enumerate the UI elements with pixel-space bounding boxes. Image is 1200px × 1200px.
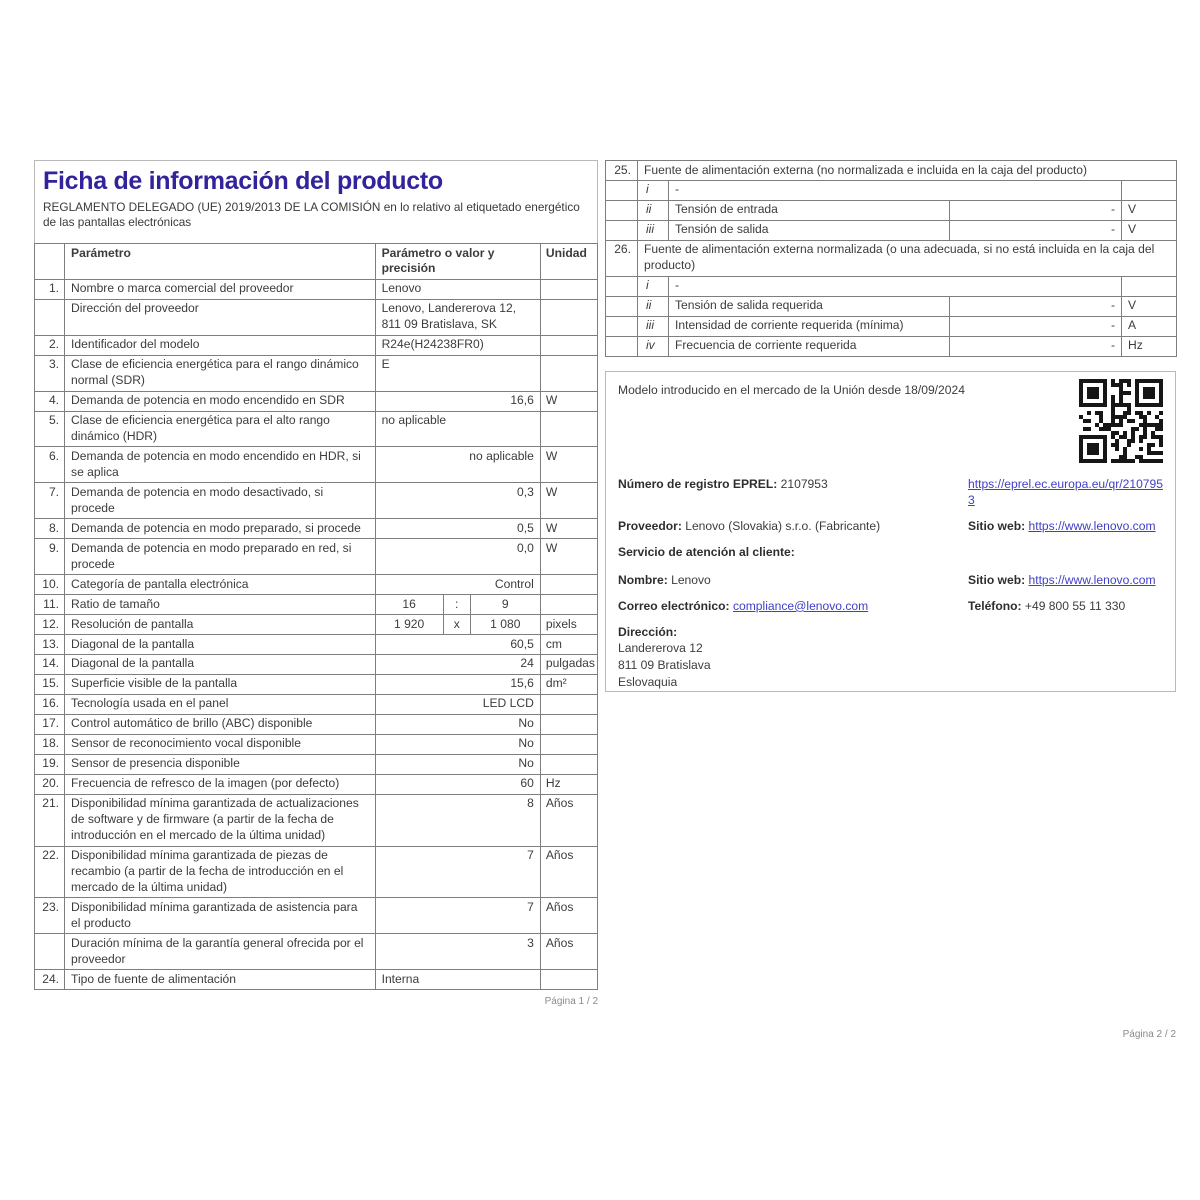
param-cell: Demanda de potencia en modo preparado en red, si procede — [65, 539, 376, 575]
header-param: Parámetro — [65, 244, 376, 280]
row-number: 15. — [35, 674, 65, 694]
unit-cell: Años — [540, 934, 597, 970]
row-number: 20. — [35, 774, 65, 794]
address-line: Landererova 12 — [618, 641, 703, 656]
table-row — [606, 220, 1177, 240]
param-cell: Diagonal de la pantalla — [65, 654, 376, 674]
proveedor-label: Proveedor: — [618, 519, 682, 534]
left-page — [34, 160, 598, 1007]
page-title: Ficha de información del producto — [43, 167, 443, 195]
value-cell: - — [950, 316, 1122, 336]
correo-row — [618, 598, 1163, 614]
table-row — [35, 970, 598, 990]
row-number — [606, 276, 638, 296]
unit-cell — [1122, 180, 1177, 200]
unit-cell: V — [1122, 296, 1177, 316]
table-row — [606, 296, 1177, 316]
product-info-table — [34, 243, 598, 990]
desc-cell: - — [669, 180, 1122, 200]
nombre-label: Nombre: — [618, 572, 668, 587]
row-number: 18. — [35, 734, 65, 754]
unit-cell — [540, 694, 597, 714]
value-cell: Control — [375, 575, 540, 595]
table-row — [606, 316, 1177, 336]
table-row — [35, 654, 598, 674]
value-cell: no aplicable — [375, 447, 540, 483]
sub-number-cell: iv — [638, 336, 669, 356]
correo-link[interactable]: compliance@lenovo.com — [732, 598, 869, 613]
table-row — [606, 180, 1177, 200]
unit-cell — [540, 595, 597, 615]
row-number: 12. — [35, 615, 65, 635]
section-header-row — [606, 240, 1177, 276]
param-cell: Demanda de potencia en modo encendido en HDR, si se aplica — [65, 447, 376, 483]
market-intro-text: Modelo introducido en el mercado de la Unión desde 18/09/2024 — [618, 382, 965, 397]
telefono-value: +49 800 55 11 330 — [1024, 598, 1126, 613]
param-cell: Tipo de fuente de alimentación — [65, 970, 376, 990]
unit-cell — [540, 299, 597, 335]
nombre-row — [618, 572, 1163, 588]
value-cell: - — [950, 200, 1122, 220]
header-value: Parámetro o valor y precisión — [375, 244, 540, 280]
unit-cell: A — [1122, 316, 1177, 336]
table-row — [35, 279, 598, 299]
param-cell: Disponibilidad mínima garantizada de piezas de recambio (a partir de la fecha de introducción en el mercado de la última unidad) — [65, 846, 376, 898]
row-number: 23. — [35, 898, 65, 934]
sub-number-cell: ii — [638, 200, 669, 220]
value-cell: - — [950, 336, 1122, 356]
param-cell: Superficie visible de la pantalla — [65, 674, 376, 694]
section-header-cell: Fuente de alimentación externa (no normalizada e incluida en la caja del producto) — [638, 161, 1177, 181]
unit-cell: pulgadas — [540, 654, 597, 674]
table-row — [35, 575, 598, 595]
value-cell: 7 — [375, 846, 540, 898]
desc-cell: Intensidad de corriente requerida (mínima) — [669, 316, 950, 336]
row-number: 19. — [35, 754, 65, 774]
header-num — [35, 244, 65, 280]
servicio-row — [618, 544, 1163, 560]
row-number: 21. — [35, 794, 65, 846]
value-cell: LED LCD — [375, 694, 540, 714]
row-number: 2. — [35, 335, 65, 355]
unit-cell: Años — [540, 898, 597, 934]
section-header-cell: Fuente de alimentación externa normalizada (o una adecuada, si no está incluida en la caja del producto) — [638, 240, 1177, 276]
header-unit: Unidad — [540, 244, 597, 280]
table-row — [35, 694, 598, 714]
desc-cell: - — [669, 276, 1122, 296]
unit-cell: dm² — [540, 674, 597, 694]
table-row — [606, 336, 1177, 356]
eprel-row — [618, 476, 1163, 508]
desc-cell: Tensión de salida requerida — [669, 296, 950, 316]
value-cell: no aplicable — [375, 411, 540, 447]
unit-cell — [540, 335, 597, 355]
sub-number-cell: i — [638, 180, 669, 200]
proveedor-row — [618, 518, 1163, 534]
row-number — [606, 200, 638, 220]
row-number — [606, 296, 638, 316]
unit-cell: W — [540, 447, 597, 483]
row-number: 3. — [35, 355, 65, 391]
value-cell: 8 — [375, 794, 540, 846]
sub-number-cell: ii — [638, 296, 669, 316]
param-cell: Duración mínima de la garantía general ofrecida por el proveedor — [65, 934, 376, 970]
sub-number-cell: iii — [638, 220, 669, 240]
value-cell: 1 920 — [375, 615, 443, 635]
value-cell: Lenovo — [375, 279, 540, 299]
value-cell: 0,0 — [375, 539, 540, 575]
sub-number-cell: iii — [638, 316, 669, 336]
value-cell: No — [375, 734, 540, 754]
value-cell: 60,5 — [375, 635, 540, 655]
param-cell: Demanda de potencia en modo preparado, si procede — [65, 519, 376, 539]
row-number: 4. — [35, 391, 65, 411]
row-number: 10. — [35, 575, 65, 595]
telefono-label: Teléfono: — [968, 598, 1022, 613]
value-cell: 1 080 — [470, 615, 540, 635]
row-number: 13. — [35, 635, 65, 655]
row-number: 17. — [35, 714, 65, 734]
value-cell: E — [375, 355, 540, 391]
unit-cell — [1122, 276, 1177, 296]
row-number: 1. — [35, 279, 65, 299]
table-row — [35, 714, 598, 734]
unit-cell — [540, 411, 597, 447]
value-cell: : — [443, 595, 470, 615]
sitio-web-label: Sitio web: — [968, 519, 1026, 534]
param-cell: Frecuencia de refresco de la imagen (por defecto) — [65, 774, 376, 794]
value-cell: - — [950, 296, 1122, 316]
unit-cell: W — [540, 483, 597, 519]
address-lines — [618, 640, 1163, 690]
unit-cell: pixels — [540, 615, 597, 635]
row-number: 26. — [606, 240, 638, 276]
section-header-row — [606, 161, 1177, 181]
param-cell: Clase de eficiencia energética para el alto rango dinámico (HDR) — [65, 411, 376, 447]
table-row — [35, 635, 598, 655]
row-number — [606, 316, 638, 336]
table-row — [35, 539, 598, 575]
right-page — [605, 160, 1176, 692]
unit-cell: W — [540, 391, 597, 411]
param-cell: Resolución de pantalla — [65, 615, 376, 635]
table-header-row — [35, 244, 598, 280]
table-row — [35, 335, 598, 355]
sitio-web-link[interactable]: https://www.lenovo.com — [1028, 519, 1156, 534]
value-cell: - — [950, 220, 1122, 240]
row-number: 22. — [35, 846, 65, 898]
table-row — [35, 846, 598, 898]
unit-cell — [540, 734, 597, 754]
table-row — [35, 754, 598, 774]
value-cell: Interna — [375, 970, 540, 990]
row-number: 7. — [35, 483, 65, 519]
table-row — [606, 200, 1177, 220]
param-cell: Demanda de potencia en modo encendido en SDR — [65, 391, 376, 411]
sitio-web-label-2: Sitio web: — [968, 572, 1026, 587]
row-number — [606, 336, 638, 356]
param-cell: Identificador del modelo — [65, 335, 376, 355]
external-power-table — [605, 160, 1177, 357]
value-cell: 0,3 — [375, 483, 540, 519]
unit-cell — [540, 970, 597, 990]
table-row — [35, 447, 598, 483]
value-cell: 9 — [470, 595, 540, 615]
page2-footer: Página 2 / 2 — [1122, 1029, 1176, 1040]
value-cell: x — [443, 615, 470, 635]
table-row — [35, 483, 598, 519]
unit-cell: cm — [540, 635, 597, 655]
unit-cell — [540, 355, 597, 391]
table-row — [35, 411, 598, 447]
table-row — [35, 355, 598, 391]
desc-cell: Tensión de salida — [669, 220, 950, 240]
value-cell: 0,5 — [375, 519, 540, 539]
table-row — [35, 391, 598, 411]
table-row — [35, 615, 598, 635]
desc-cell: Frecuencia de corriente requerida — [669, 336, 950, 356]
market-info-box — [605, 371, 1176, 692]
qr-code — [1079, 379, 1163, 463]
param-cell: Sensor de presencia disponible — [65, 754, 376, 774]
value-cell: 15,6 — [375, 674, 540, 694]
direccion-block — [618, 624, 1163, 690]
param-cell: Demanda de potencia en modo desactivado, si procede — [65, 483, 376, 519]
servicio-header: Servicio de atención al cliente: — [618, 545, 795, 560]
row-number: 16. — [35, 694, 65, 714]
row-number: 24. — [35, 970, 65, 990]
address-line: 811 09 Bratislava — [618, 657, 711, 672]
unit-cell: Hz — [1122, 336, 1177, 356]
sitio-web-link-2[interactable]: https://www.lenovo.com — [1028, 572, 1156, 587]
param-cell: Control automático de brillo (ABC) disponible — [65, 714, 376, 734]
row-number — [606, 180, 638, 200]
row-number: 6. — [35, 447, 65, 483]
table-row — [606, 276, 1177, 296]
sub-number-cell: i — [638, 276, 669, 296]
param-cell: Dirección del proveedor — [65, 299, 376, 335]
row-number — [35, 934, 65, 970]
table-row — [35, 774, 598, 794]
nombre-value: Lenovo — [671, 572, 711, 587]
desc-cell: Tensión de entrada — [669, 200, 950, 220]
table-row — [35, 519, 598, 539]
unit-cell: Años — [540, 794, 597, 846]
row-number: 11. — [35, 595, 65, 615]
param-cell: Categoría de pantalla electrónica — [65, 575, 376, 595]
row-number — [35, 299, 65, 335]
value-cell: 60 — [375, 774, 540, 794]
unit-cell: W — [540, 539, 597, 575]
eprel-label: Número de registro EPREL: — [618, 476, 778, 491]
row-number: 8. — [35, 519, 65, 539]
param-cell: Disponibilidad mínima garantizada de asistencia para el producto — [65, 898, 376, 934]
value-cell: No — [375, 714, 540, 734]
param-cell: Ratio de tamaño — [65, 595, 376, 615]
address-line: Eslovaquia — [618, 674, 678, 689]
row-number: 5. — [35, 411, 65, 447]
value-cell: 3 — [375, 934, 540, 970]
eprel-value: 2107953 — [780, 476, 828, 491]
param-cell: Disponibilidad mínima garantizada de actualizaciones de software y de firmware (a partir de la fecha de introducción en el mercado de la última unidad) — [65, 794, 376, 846]
table-row — [35, 934, 598, 970]
direccion-label: Dirección: — [618, 624, 678, 639]
row-number: 25. — [606, 161, 638, 181]
row-number: 9. — [35, 539, 65, 575]
unit-cell — [540, 714, 597, 734]
page1-footer: Página 1 / 2 — [544, 996, 598, 1008]
value-cell: 16 — [375, 595, 443, 615]
param-cell: Diagonal de la pantalla — [65, 635, 376, 655]
unit-cell — [540, 279, 597, 299]
row-number: 14. — [35, 654, 65, 674]
value-cell: R24e(H24238FR0) — [375, 335, 540, 355]
param-cell: Tecnología usada en el panel — [65, 694, 376, 714]
value-cell: 7 — [375, 898, 540, 934]
table-row — [35, 674, 598, 694]
unit-cell — [540, 754, 597, 774]
table-row — [35, 595, 598, 615]
table-row — [35, 299, 598, 335]
value-cell: No — [375, 754, 540, 774]
table-row — [35, 734, 598, 754]
unit-cell — [540, 575, 597, 595]
unit-cell: V — [1122, 200, 1177, 220]
title-area — [34, 160, 598, 243]
value-cell: 24 — [375, 654, 540, 674]
eprel-qr-link[interactable]: https://eprel.ec.europa.eu/qr/2107953 — [968, 476, 1163, 507]
value-cell: Lenovo, Landererova 12, 811 09 Bratislava, SK — [375, 299, 540, 335]
unit-cell: Años — [540, 846, 597, 898]
param-cell: Sensor de reconocimiento vocal disponible — [65, 734, 376, 754]
param-cell: Clase de eficiencia energética para el rango dinámico normal (SDR) — [65, 355, 376, 391]
proveedor-value: Lenovo (Slovakia) s.r.o. (Fabricante) — [685, 519, 881, 534]
unit-cell: V — [1122, 220, 1177, 240]
unit-cell: Hz — [540, 774, 597, 794]
param-cell: Nombre o marca comercial del proveedor — [65, 279, 376, 299]
table-row — [35, 794, 598, 846]
correo-label: Correo electrónico: — [618, 598, 730, 613]
unit-cell: W — [540, 519, 597, 539]
row-number — [606, 220, 638, 240]
table-row — [35, 898, 598, 934]
page-subtitle: REGLAMENTO DELEGADO (UE) 2019/2013 DE LA COMISIÓN en lo relativo al etiquetado energético de las pantallas electrónicas — [43, 200, 580, 230]
value-cell: 16,6 — [375, 391, 540, 411]
